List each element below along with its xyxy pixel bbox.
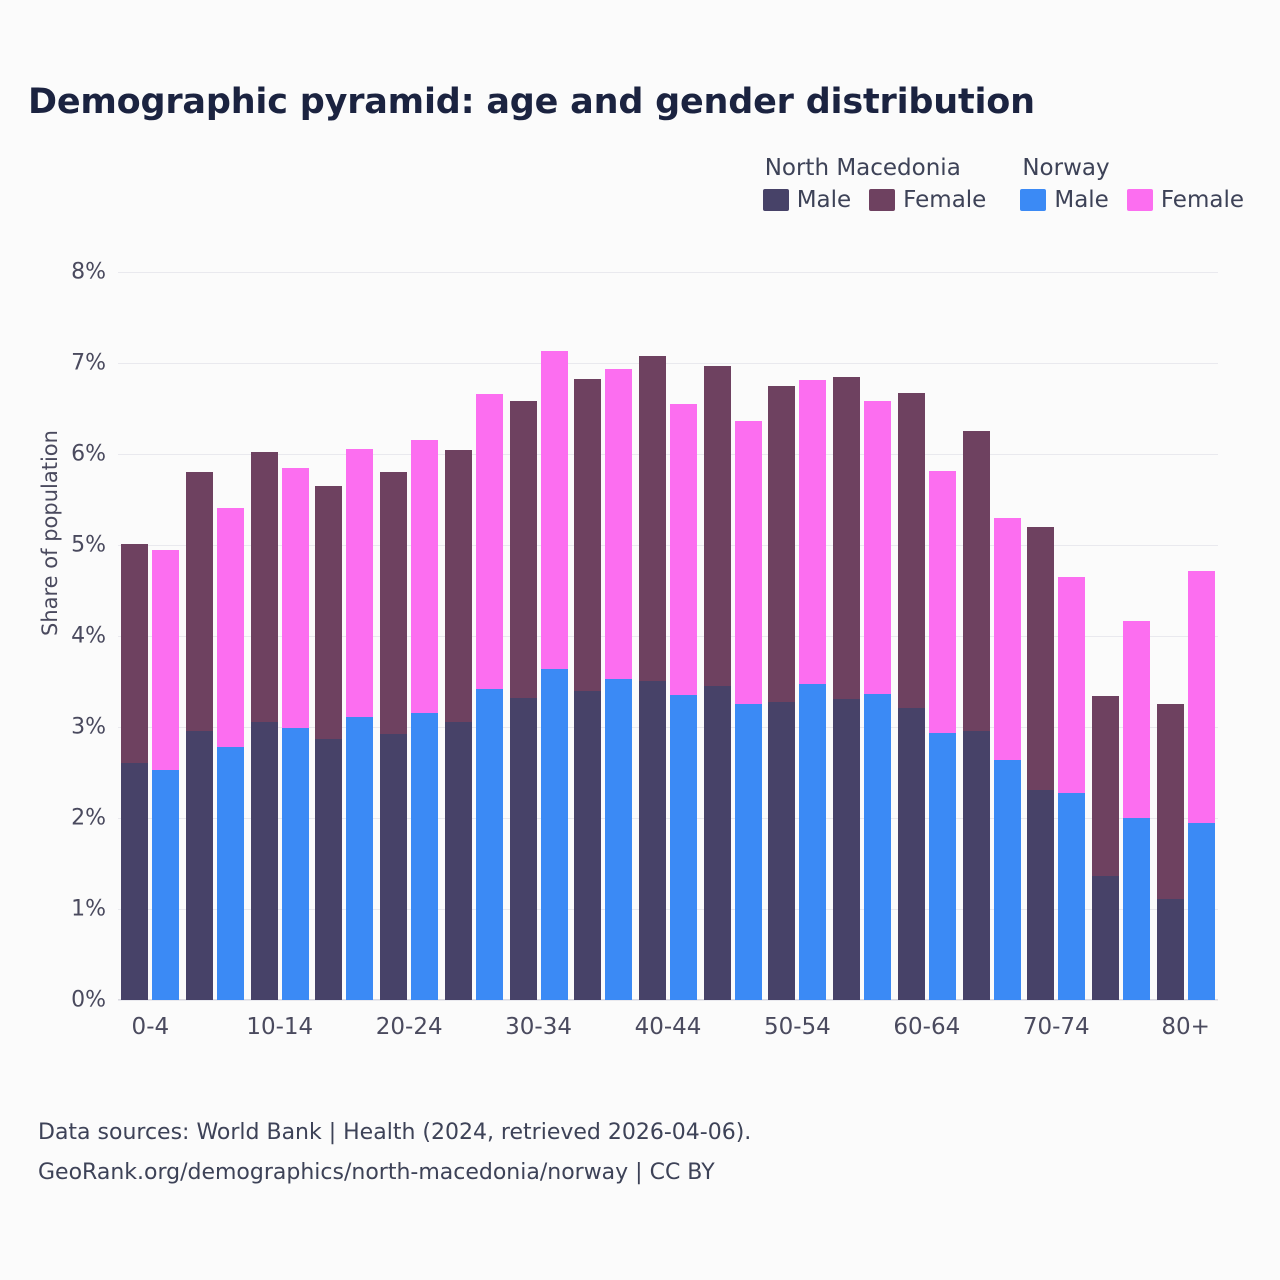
bar-segment-male (251, 722, 278, 1000)
y-tick-label: 0% (71, 987, 106, 1013)
bar-segment-female (833, 377, 860, 699)
bar-group (1157, 272, 1215, 1000)
bar-north-macedonia[interactable] (380, 472, 407, 1000)
bar-segment-female (864, 401, 891, 694)
bar-segment-female (1188, 571, 1215, 822)
bar-group (445, 272, 503, 1000)
x-tick-label: 50-54 (763, 1014, 831, 1040)
y-tick-label: 8% (71, 259, 106, 285)
bar-norway[interactable] (1123, 621, 1150, 1000)
x-tick-label: 40-44 (634, 1014, 702, 1040)
bar-segment-female (605, 369, 632, 678)
bar-segment-female (315, 486, 342, 739)
bar-norway[interactable] (1058, 577, 1085, 1000)
bar-norway[interactable] (864, 401, 891, 1000)
bar-segment-female (186, 472, 213, 730)
bar-segment-male (282, 728, 309, 1000)
bar-segment-female (510, 401, 537, 698)
legend-item-no-female[interactable] (1127, 187, 1244, 213)
bar-segment-male (1157, 899, 1184, 1000)
bar-segment-female (411, 440, 438, 713)
bar-north-macedonia[interactable] (833, 377, 860, 1000)
bar-norway[interactable] (411, 440, 438, 1000)
bar-norway[interactable] (670, 404, 697, 1000)
bar-segment-female (639, 356, 666, 681)
bar-segment-male (605, 679, 632, 1000)
legend-swatch-nm-male (763, 189, 789, 211)
bar-group (121, 272, 179, 1000)
bar-north-macedonia[interactable] (574, 379, 601, 1000)
bar-norway[interactable] (217, 508, 244, 1000)
bar-segment-male (1188, 823, 1215, 1000)
bar-segment-female (152, 550, 179, 770)
bar-segment-male (380, 734, 407, 1000)
bar-segment-male (1092, 876, 1119, 1000)
bar-norway[interactable] (1188, 571, 1215, 1000)
x-tick-label: 80+ (1161, 1014, 1210, 1040)
legend-item-nm-female[interactable] (869, 187, 986, 213)
bar-segment-male (898, 708, 925, 1000)
bar-group (963, 272, 1021, 1000)
legend-group-title: North Macedonia (764, 155, 961, 181)
bar-segment-male (152, 770, 179, 1000)
legend-label-nm-male: Male (796, 187, 852, 213)
legend-swatch-nm-female (869, 189, 895, 211)
bar-segment-female (121, 544, 148, 762)
y-tick-label: 5% (71, 532, 106, 558)
bar-norway[interactable] (476, 394, 503, 1000)
bar-north-macedonia[interactable] (898, 393, 925, 1000)
bar-norway[interactable] (799, 380, 826, 1000)
bar-segment-male (768, 702, 795, 1000)
y-tick-label: 1% (71, 896, 106, 922)
bar-norway[interactable] (282, 468, 309, 1000)
bar-segment-male (963, 731, 990, 1000)
bar-group (768, 272, 826, 1000)
footer-line-1: Data sources: World Bank | Health (2024, retrieved 2026-04-06). (38, 1120, 752, 1145)
bar-segment-female (1092, 696, 1119, 876)
bar-group (1027, 272, 1085, 1000)
bar-segment-female (963, 431, 990, 730)
footer-note (38, 1113, 751, 1193)
y-tick-label: 7% (71, 350, 106, 376)
bar-segment-female (251, 452, 278, 721)
bar-group (510, 272, 568, 1000)
bar-north-macedonia[interactable] (1027, 527, 1054, 1000)
bar-segment-female (898, 393, 925, 708)
bar-norway[interactable] (735, 421, 762, 1000)
legend-item-nm-male[interactable] (763, 187, 851, 213)
page-title: Demographic pyramid: age and gender distribution (28, 82, 1035, 122)
bar-segment-male (864, 694, 891, 1000)
bar-segment-female (346, 449, 373, 717)
bar-north-macedonia[interactable] (704, 366, 731, 1000)
bar-segment-female (735, 421, 762, 704)
bar-segment-female (994, 518, 1021, 760)
bar-segment-male (1027, 790, 1054, 1000)
bar-segment-male (833, 699, 860, 1000)
bar-segment-female (445, 450, 472, 721)
bar-segment-female (670, 404, 697, 695)
bar-segment-male (217, 747, 244, 1000)
y-tick-label: 6% (71, 441, 106, 467)
bar-segment-female (1123, 621, 1150, 818)
x-tick-label: 0-4 (131, 1014, 170, 1040)
bar-group (639, 272, 697, 1000)
bar-segment-male (799, 684, 826, 1000)
bar-north-macedonia[interactable] (445, 450, 472, 1000)
bar-segment-male (670, 695, 697, 1000)
bar-segment-female (574, 379, 601, 690)
bar-norway[interactable] (541, 351, 568, 1000)
bar-segment-male (1123, 818, 1150, 1000)
x-tick-label: 20-24 (375, 1014, 443, 1040)
bar-segment-male (639, 681, 666, 1000)
bar-group (251, 272, 309, 1000)
bar-group (574, 272, 632, 1000)
bar-north-macedonia[interactable] (121, 544, 148, 1000)
bar-segment-male (121, 763, 148, 1001)
bar-segment-female (768, 386, 795, 702)
bar-segment-male (411, 713, 438, 1000)
bar-north-macedonia[interactable] (1092, 696, 1119, 1000)
y-axis-label: Share of population (38, 430, 62, 636)
bar-north-macedonia[interactable] (1157, 704, 1184, 1000)
bar-norway[interactable] (605, 369, 632, 1000)
legend-label-nm-female: Female (903, 187, 987, 213)
bar-segment-male (315, 739, 342, 1000)
bar-groups (118, 272, 1218, 1000)
bar-segment-female (541, 351, 568, 669)
bar-segment-female (929, 471, 956, 733)
bar-segment-male (186, 731, 213, 1000)
bar-segment-female (476, 394, 503, 689)
bar-segment-male (704, 686, 731, 1000)
plot-area (118, 272, 1218, 1000)
bar-north-macedonia[interactable] (510, 401, 537, 1000)
y-tick-label: 2% (71, 805, 106, 831)
bar-segment-male (1058, 793, 1085, 1000)
legend-label-no-male: Male (1054, 187, 1109, 213)
bar-north-macedonia[interactable] (768, 386, 795, 1000)
bar-group (186, 272, 244, 1000)
x-tick-label: 60-64 (893, 1014, 961, 1040)
bar-segment-female (282, 468, 309, 728)
legend-swatch-no-male (1020, 189, 1046, 211)
bar-group (315, 272, 373, 1000)
legend-group-north-macedonia (763, 155, 987, 213)
bar-norway[interactable] (994, 518, 1021, 1000)
bar-norway[interactable] (346, 449, 373, 1000)
chart-legend (763, 155, 1244, 213)
bar-segment-male (476, 689, 503, 1000)
bar-norway[interactable] (929, 471, 956, 1000)
bar-segment-male (994, 760, 1021, 1000)
bar-segment-female (1058, 577, 1085, 793)
legend-group-title: Norway (1022, 155, 1110, 181)
bar-segment-male (574, 691, 601, 1000)
bar-segment-male (510, 698, 537, 1000)
bar-segment-female (704, 366, 731, 686)
bar-group (380, 272, 438, 1000)
bar-group (1092, 272, 1150, 1000)
bar-segment-male (735, 704, 762, 1000)
bar-north-macedonia[interactable] (639, 356, 666, 1000)
bar-segment-male (346, 717, 373, 1000)
y-tick-label: 3% (71, 714, 106, 740)
bar-segment-male (445, 722, 472, 1000)
bar-norway[interactable] (152, 550, 179, 1000)
legend-label-no-female: Female (1160, 187, 1244, 213)
legend-item-no-male[interactable] (1020, 187, 1108, 213)
bar-segment-female (1027, 527, 1054, 790)
bar-north-macedonia[interactable] (186, 472, 213, 1000)
x-tick-label: 70-74 (1022, 1014, 1090, 1040)
x-tick-label: 30-34 (505, 1014, 572, 1040)
bar-group (704, 272, 762, 1000)
bar-group (898, 272, 956, 1000)
bar-north-macedonia[interactable] (315, 486, 342, 1000)
x-tick-label: 10-14 (246, 1014, 314, 1040)
bar-north-macedonia[interactable] (963, 431, 990, 1000)
legend-group-norway (1020, 155, 1244, 213)
bar-segment-female (217, 508, 244, 747)
bar-group (833, 272, 891, 1000)
gridline (118, 1000, 1218, 1001)
y-tick-label: 4% (71, 623, 106, 649)
bar-segment-female (799, 380, 826, 684)
bar-segment-male (929, 733, 956, 1000)
bar-segment-female (380, 472, 407, 734)
bar-north-macedonia[interactable] (251, 452, 278, 1000)
legend-swatch-no-female (1127, 189, 1153, 211)
bar-segment-female (1157, 704, 1184, 899)
bar-segment-male (541, 669, 568, 1000)
footer-line-2: GeoRank.org/demographics/north-macedonia/norway | CC BY (38, 1160, 715, 1185)
